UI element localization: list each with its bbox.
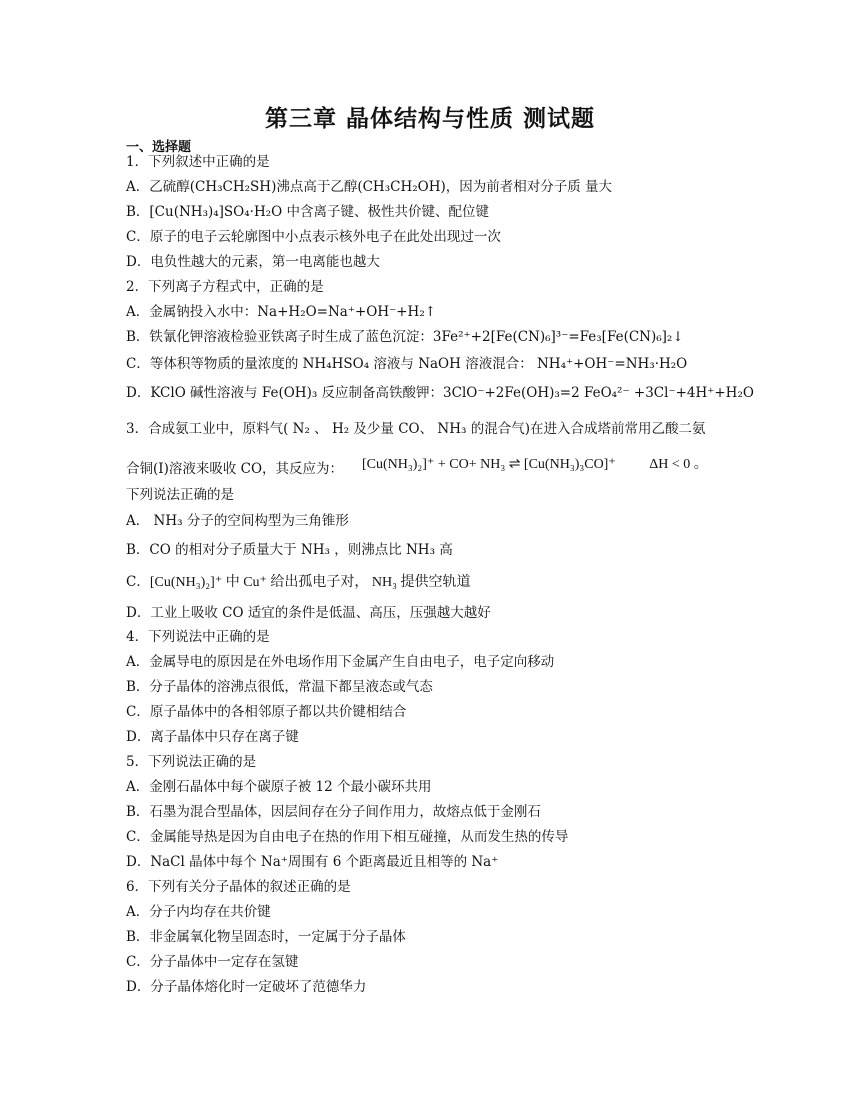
- q6-option-a: A．分子内均存在共价键: [126, 904, 271, 920]
- q4-option-d: D．离子晶体中只存在离子键: [126, 729, 299, 745]
- q3-option-c-formula: [Cu(NH₃)₂]⁺ 中 Cu⁺ 给出孤电子对， NH₃ 提供空轨道: [149, 575, 471, 590]
- page-title: 第三章 晶体结构与性质 测试题: [264, 106, 595, 132]
- reaction-formula: [Cu(NH₃)₂]⁺ + CO+ NH₃ ⇌ [Cu(NH₃)₃CO]⁺: [362, 457, 616, 472]
- question-4: 4．下列说法中正确的是: [126, 629, 270, 645]
- q2-option-c: C．等体积等物质的量浓度的 NH₄HSO₄ 溶液与 NaOH 溶液混合： NH₄⁺+OH⁻=NH₃·H₂O: [126, 356, 688, 372]
- q6-option-c: C．分子晶体中一定存在氢键: [126, 954, 299, 970]
- question-2: 2．下列离子方程式中，正确的是: [126, 279, 324, 295]
- section-heading: 一、选择题: [126, 140, 192, 155]
- q3-continued: 合铜(I)溶液来吸收 CO，其反应为：: [126, 461, 344, 477]
- reaction-equation: [362, 456, 708, 474]
- q5-option-b: B．石墨为混合型晶体，因层间存在分子间作用力，故熔点低于金刚石: [126, 804, 541, 820]
- q6-option-d: D．分子晶体熔化时一定破坏了范德华力: [126, 979, 367, 995]
- q1-option-b: B．[Cu(NH₃)₄]SO₄·H₂O 中含离子键、极性共价键、配位键: [126, 204, 489, 220]
- q3-option-c: [126, 573, 471, 592]
- q4-option-a: A．金属导电的原因是在外电场作用下金属产生自由电子，电子定向移动: [126, 654, 555, 670]
- enthalpy-label: ΔH < 0 。: [649, 457, 708, 472]
- q1-option-a: A．乙硫醇(CH₃CH₂SH)沸点高于乙醇(CH₃CH₂OH)，因为前者相对分子质 量大: [126, 179, 613, 195]
- q5-option-d: D．NaCl 晶体中每个 Na⁺周围有 6 个距离最近且相等的 Na⁺: [126, 854, 499, 870]
- q1-option-d: D．电负性越大的元素，第一电离能也越大: [126, 254, 380, 270]
- q3-option-c-label: C．: [126, 574, 150, 590]
- q2-option-b: B．铁氰化钾溶液检验亚铁离子时生成了蓝色沉淀：3Fe²⁺+2[Fe(CN)₆]³⁻=Fe₃[Fe(CN)₆]₂↓: [126, 329, 684, 345]
- q5-option-c: C．金属能导热是因为自由电子在热的作用下相互碰撞，从而发生热的传导: [126, 829, 569, 845]
- q2-option-d: D．KClO 碱性溶液与 Fe(OH)₃ 反应制备高铁酸钾：3ClO⁻+2Fe(OH)₃=2 FeO₄²⁻ +3Cl⁻+4H⁺+H₂O: [126, 385, 754, 401]
- q3-option-d: D．工业上吸收 CO 适宜的条件是低温、高压，压强越大越好: [126, 605, 491, 621]
- question-6: 6．下列有关分子晶体的叙述正确的是: [126, 879, 351, 895]
- q3-option-b: B．CO 的相对分子质量大于 NH₃ ，则沸点比 NH₃ 高: [126, 542, 453, 558]
- question-5: 5．下列说法正确的是: [126, 754, 257, 770]
- q4-option-b: B．分子晶体的溶沸点很低，常温下都呈液态或气态: [126, 679, 433, 695]
- q3-option-a: A． NH₃ 分子的空间构型为三角锥形: [126, 513, 349, 529]
- q4-option-c: C．原子晶体中的各相邻原子都以共价键相结合: [126, 704, 407, 720]
- q3-prompt: 下列说法正确的是: [126, 487, 234, 503]
- q6-option-b: B．非金属氧化物呈固态时，一定属于分子晶体: [126, 929, 406, 945]
- q2-option-a: A．金属钠投入水中：Na+H₂O=Na⁺+OH⁻+H₂↑: [126, 304, 437, 320]
- question-3: 3．合成氨工业中，原料气( N₂ 、 H₂ 及少量 CO、 NH₃ 的混合气)在进入合成塔前常用乙酸二氨: [126, 421, 706, 437]
- q5-option-a: A．金刚石晶体中每个碳原子被 12 个最小碳环共用: [126, 779, 432, 795]
- question-1: 1．下列叙述中正确的是: [126, 154, 270, 170]
- q1-option-c: C．原子的电子云轮廓图中小点表示核外电子在此处出现过一次: [126, 229, 501, 245]
